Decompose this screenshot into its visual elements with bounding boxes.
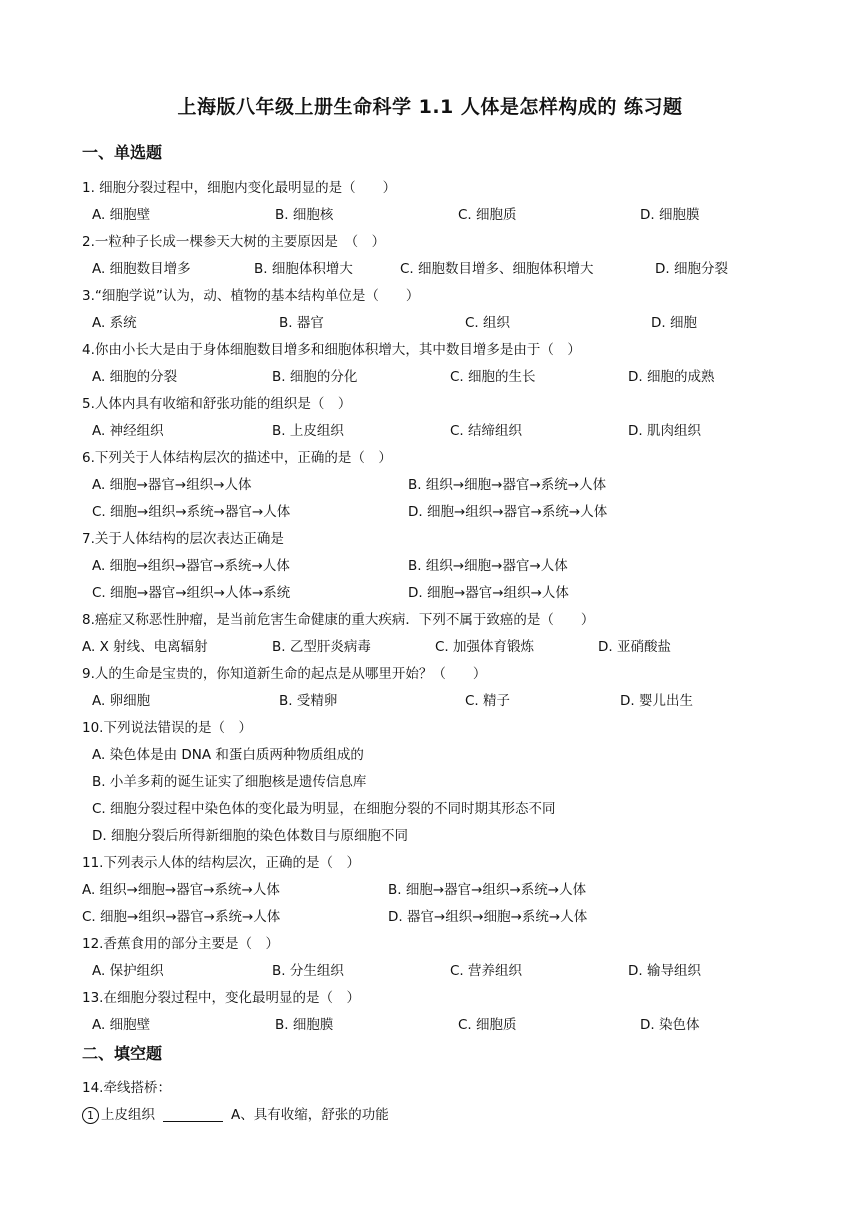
option-c: C. 细胞质 — [458, 207, 517, 223]
options-q5 — [92, 419, 792, 439]
option-a: A. 细胞壁 — [92, 1017, 151, 1033]
question-14: 14.牵线搭桥： — [82, 1080, 171, 1096]
option-b: B. 小羊多莉的诞生证实了细胞核是遗传信息库 — [92, 774, 367, 790]
question-5: 5.人体内具有收缩和舒张功能的组织是（ ） — [82, 396, 352, 412]
option-c: C. 组织 — [465, 315, 511, 331]
options-q3 — [92, 311, 792, 331]
option-d: D. 亚硝酸盐 — [598, 639, 671, 655]
section-heading-single-choice: 一、单选题 — [82, 143, 163, 162]
options-q1 — [92, 203, 792, 223]
option-a: A. 细胞壁 — [92, 207, 151, 223]
option-d: D. 细胞膜 — [640, 207, 700, 223]
option-d: D. 细胞→组织→器官→系统→人体 — [408, 504, 608, 520]
question-6: 6.下列关于人体结构层次的描述中，正确的是（ ） — [82, 450, 392, 466]
option-a: A. 细胞→组织→器官→系统→人体 — [92, 558, 290, 574]
matching-left-item: 上皮组织 — [101, 1107, 155, 1123]
option-d: D. 细胞分裂 — [655, 261, 728, 277]
options-q13 — [92, 1013, 792, 1033]
circled-number: 1 — [82, 1107, 99, 1124]
question-13: 13.在细胞分裂过程中，变化最明显的是（ ） — [82, 990, 360, 1006]
option-a: A. 染色体是由 DNA 和蛋白质两种物质组成的 — [92, 747, 364, 763]
option-a: A. 保护组织 — [92, 963, 164, 979]
page-title: 上海版八年级上册生命科学 1.1 人体是怎样构成的 练习题 — [177, 96, 683, 118]
option-c: C. 细胞→组织→器官→系统→人体 — [82, 909, 281, 925]
option-b: B. 组织→细胞→器官→人体 — [408, 558, 568, 574]
options-q11-row1 — [82, 878, 782, 898]
options-q6-row2 — [92, 500, 792, 520]
option-a: A. 系统 — [92, 315, 137, 331]
option-d: D. 细胞分裂后所得新细胞的染色体数目与原细胞不同 — [92, 828, 408, 844]
section-heading-fill-blank: 二、填空题 — [82, 1044, 163, 1063]
options-q4 — [92, 365, 792, 385]
question-7: 7.关于人体结构的层次表达正确是 — [82, 531, 284, 547]
options-q11-row2 — [82, 905, 782, 925]
options-q2 — [92, 257, 792, 277]
option-c: C. 加强体育锻炼 — [435, 639, 535, 655]
option-b: B. 细胞核 — [275, 207, 334, 223]
matching-row-1 — [82, 1103, 389, 1124]
options-q6-row1 — [92, 473, 792, 493]
option-d: D. 染色体 — [640, 1017, 700, 1033]
option-a: A. 细胞→器官→组织→人体 — [92, 477, 252, 493]
question-11: 11.下列表示人体的结构层次，正确的是（ ） — [82, 855, 360, 871]
option-d: D. 婴儿出生 — [620, 693, 693, 709]
option-b: B. 分生组织 — [272, 963, 344, 979]
options-q9 — [92, 689, 792, 709]
options-q8 — [82, 635, 782, 655]
option-b: B. 乙型肝炎病毒 — [272, 639, 371, 655]
option-c: C. 细胞的生长 — [450, 369, 536, 385]
option-a: A. 组织→细胞→器官→系统→人体 — [82, 882, 280, 898]
option-d: D. 细胞 — [651, 315, 697, 331]
option-a: A. 细胞的分裂 — [92, 369, 178, 385]
option-b: B. 细胞→器官→组织→系统→人体 — [388, 882, 587, 898]
options-q12 — [92, 959, 792, 979]
option-d: D. 细胞→器官→组织→人体 — [408, 585, 569, 601]
option-c: C. 细胞→器官→组织→人体→系统 — [92, 585, 291, 601]
option-b: B. 受精卵 — [279, 693, 338, 709]
option-c: C. 细胞数目增多、细胞体积增大 — [400, 261, 594, 277]
option-b: B. 细胞膜 — [275, 1017, 334, 1033]
question-1: 1. 细胞分裂过程中，细胞内变化最明显的是（ ） — [82, 180, 397, 196]
option-a: A. 细胞数目增多 — [92, 261, 191, 277]
option-b: B. 细胞体积增大 — [254, 261, 353, 277]
question-3: 3.“细胞学说”认为，动、植物的基本结构单位是（ ） — [82, 288, 420, 304]
option-d: D. 肌肉组织 — [628, 423, 701, 439]
matching-right-item: A、具有收缩，舒张的功能 — [231, 1107, 389, 1123]
option-d: D. 器官→组织→细胞→系统→人体 — [388, 909, 588, 925]
question-4: 4.你由小长大是由于身体细胞数目增多和细胞体积增大，其中数目增多是由于（ ） — [82, 342, 581, 358]
question-9: 9.人的生命是宝贵的，你知道新生命的起点是从哪里开始？（ ） — [82, 666, 487, 682]
option-b: B. 器官 — [279, 315, 324, 331]
question-10: 10.下列说法错误的是（ ） — [82, 720, 252, 736]
option-c: C. 营养组织 — [450, 963, 523, 979]
question-8: 8.癌症又称恶性肿瘤，是当前危害生命健康的重大疾病．下列不属于致癌的是（ ） — [82, 612, 595, 628]
option-b: B. 上皮组织 — [272, 423, 344, 439]
option-d: D. 细胞的成熟 — [628, 369, 715, 385]
option-c: C. 细胞→组织→系统→器官→人体 — [92, 504, 291, 520]
option-c: C. 精子 — [465, 693, 511, 709]
option-c: C. 结缔组织 — [450, 423, 523, 439]
option-a: A. 神经组织 — [92, 423, 164, 439]
question-2: 2.一粒种子长成一棵参天大树的主要原因是 （ ） — [82, 234, 386, 250]
option-a: A. 卵细胞 — [92, 693, 151, 709]
options-q7-row1 — [92, 554, 792, 574]
option-d: D. 输导组织 — [628, 963, 701, 979]
option-c: C. 细胞质 — [458, 1017, 517, 1033]
option-c: C. 细胞分裂过程中染色体的变化最为明显，在细胞分裂的不同时期其形态不同 — [92, 801, 556, 817]
options-q7-row2 — [92, 581, 792, 601]
option-b: B. 组织→细胞→器官→系统→人体 — [408, 477, 607, 493]
option-b: B. 细胞的分化 — [272, 369, 358, 385]
option-a: A. X 射线、电离辐射 — [82, 639, 208, 655]
question-12: 12.香蕉食用的部分主要是（ ） — [82, 936, 279, 952]
answer-blank[interactable] — [163, 1108, 223, 1122]
